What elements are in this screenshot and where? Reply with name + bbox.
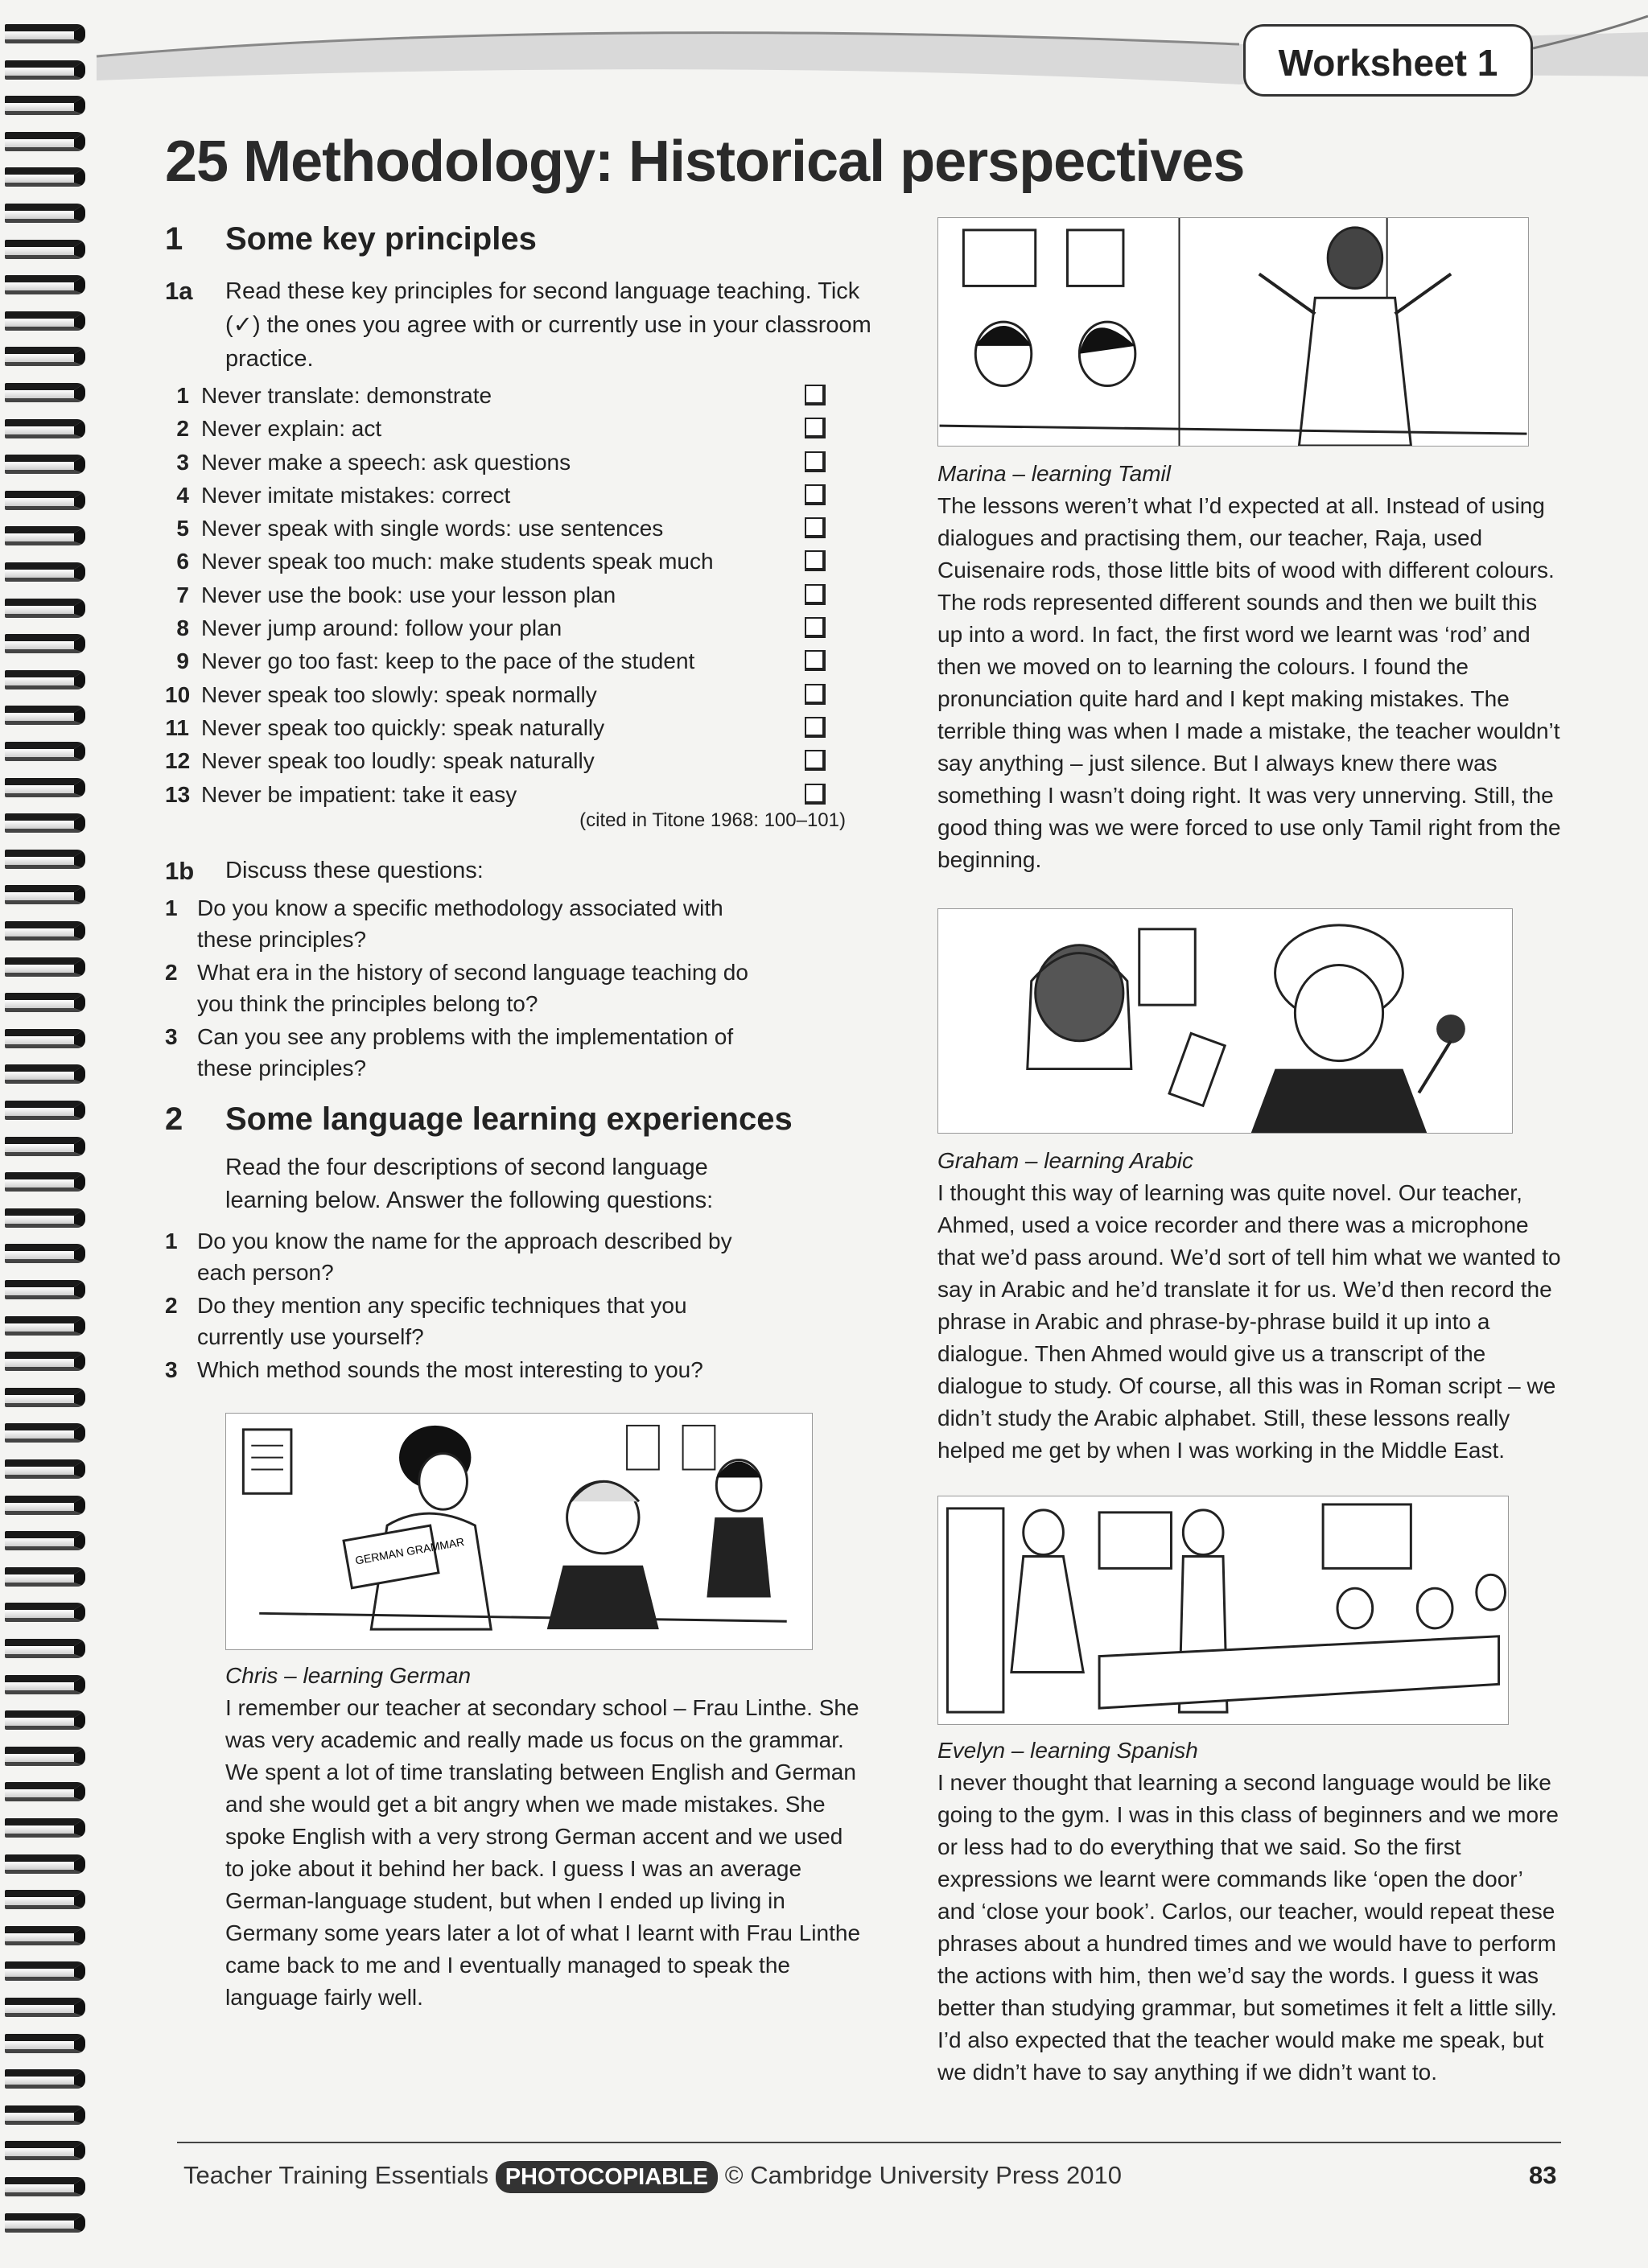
question-text: Can you see any problems with the implementation of these principles? xyxy=(197,1023,734,1080)
discussion-questions xyxy=(165,892,760,1084)
question-text: Do you know a specific methodology associated with these principles? xyxy=(197,895,723,952)
spiral-ring xyxy=(5,742,85,761)
principle-text: Never speak too much: make students speak much xyxy=(201,549,714,574)
spiral-ring xyxy=(5,1890,85,1909)
principle-text: Never go too fast: keep to the pace of the student xyxy=(201,648,695,674)
spiral-ring xyxy=(5,778,85,797)
spiral-ring xyxy=(5,1675,85,1694)
spiral-ring xyxy=(5,885,85,904)
principle-item xyxy=(165,711,873,744)
caption: Marina – learning Tamil xyxy=(937,461,1171,486)
spiral-ring xyxy=(5,850,85,869)
experience-evelyn xyxy=(937,1735,1565,2089)
question-number: 2 xyxy=(165,959,178,985)
exercise-instruction: Discuss these questions: xyxy=(225,857,484,883)
spiral-ring xyxy=(5,1459,85,1479)
illustration-graham xyxy=(937,908,1513,1134)
question-item xyxy=(165,892,760,955)
spiral-ring xyxy=(5,562,85,582)
question-text: What era in the history of second language teaching do you think the principles belong to? xyxy=(197,959,748,1016)
question-number: 3 xyxy=(165,1023,178,1049)
exercise-label: 1a xyxy=(165,277,193,305)
tick-checkbox[interactable] xyxy=(805,517,826,538)
copyright: © Cambridge University Press 2010 xyxy=(724,2161,1122,2190)
question-number: 2 xyxy=(165,1292,178,1318)
section-1-heading xyxy=(165,221,873,266)
spiral-ring xyxy=(5,2177,85,2196)
tick-checkbox[interactable] xyxy=(805,617,826,638)
principle-item xyxy=(165,545,873,578)
spiral-ring xyxy=(5,1244,85,1263)
spiral-ring xyxy=(5,957,85,977)
principle-number: 13 xyxy=(165,781,191,807)
question-item xyxy=(165,1290,777,1352)
spiral-ring xyxy=(5,275,85,294)
body: The lessons weren’t what I’d expected at all. Instead of using dialogues and practising them, our teacher, Raja, used Cuisenaire rods, those little bits of wood with different colours. The rods represented different sounds and then we built this up into a word. In fact, the first word we learnt was ‘rod’ and then we moved on to learning the colours. I found the pronunciation quite hard and I kept making mistakes. The terrible thing was when I made a mistake, the teacher wouldn’t say anything – just silence. But I always knew there was something I wasn’t doing right. It was very unnerving. Still, the good thing was we were forced to use only Tamil right from the beginning. xyxy=(937,493,1561,872)
section-2-instruction: Read the four descriptions of second language learning below. Answer the following questions: xyxy=(225,1154,714,1213)
tick-checkbox[interactable] xyxy=(805,451,826,472)
question-item xyxy=(165,1021,760,1084)
principle-number: 10 xyxy=(165,681,191,707)
question-number: 3 xyxy=(165,1356,178,1382)
question-item xyxy=(165,957,760,1019)
spiral-ring xyxy=(5,634,85,653)
principle-text: Never jump around: follow your plan xyxy=(201,615,562,641)
principle-item xyxy=(165,678,873,711)
principle-number: 12 xyxy=(165,748,191,774)
principle-number: 9 xyxy=(176,648,189,674)
section-number: 1 xyxy=(165,221,183,257)
section-number: 2 xyxy=(165,1101,183,1137)
spiral-ring xyxy=(5,1029,85,1048)
experience-graham xyxy=(937,1145,1565,1467)
tick-checkbox[interactable] xyxy=(805,684,826,705)
principle-text: Never explain: act xyxy=(201,416,382,442)
worksheet-tab: Worksheet 1 xyxy=(1243,24,1533,97)
illustration-chris xyxy=(225,1413,813,1650)
spiral-ring xyxy=(5,491,85,510)
principle-item xyxy=(165,479,873,512)
exercise-instruction: Read these key principles for second language teaching. Tick (✓) the ones you agree with or currently use in your classroom practice. xyxy=(225,278,871,372)
principle-number: 11 xyxy=(165,714,189,740)
spiral-ring xyxy=(5,921,85,941)
principle-text: Never make a speech: ask questions xyxy=(201,449,571,475)
book-label: GERMAN GRAMMAR xyxy=(354,1534,466,1567)
spiral-ring xyxy=(5,1531,85,1550)
spiral-ring xyxy=(5,1747,85,1766)
spiral-ring xyxy=(5,670,85,689)
spiral-ring xyxy=(5,1961,85,1981)
spiral-ring xyxy=(5,1710,85,1730)
spiral-ring xyxy=(5,1388,85,1407)
left-column xyxy=(165,221,873,2014)
spiral-ring xyxy=(5,1496,85,1515)
spiral-ring xyxy=(5,993,85,1012)
spiral-ring xyxy=(5,1998,85,2017)
tick-checkbox[interactable] xyxy=(805,784,826,805)
spiral-ring xyxy=(5,240,85,259)
experience-marina xyxy=(937,458,1565,876)
principle-item xyxy=(165,379,873,412)
spiral-ring xyxy=(5,204,85,223)
spiral-ring xyxy=(5,1101,85,1120)
principle-text: Never translate: demonstrate xyxy=(201,383,492,408)
principles-list xyxy=(165,379,873,811)
spiral-ring xyxy=(5,1316,85,1336)
spiral-ring xyxy=(5,1064,85,1084)
spiral-ring xyxy=(5,1172,85,1192)
question-number: 1 xyxy=(165,1228,178,1253)
principle-number: 2 xyxy=(176,416,189,442)
spiral-ring xyxy=(5,706,85,725)
spiral-ring xyxy=(5,1352,85,1371)
spiral-ring xyxy=(5,2213,85,2233)
question-text: Do they mention any specific techniques that you currently use yourself? xyxy=(197,1292,687,1349)
tick-checkbox[interactable] xyxy=(805,418,826,438)
principle-item xyxy=(165,611,873,644)
exercise-1a xyxy=(165,274,873,376)
principle-number: 6 xyxy=(176,549,189,574)
principle-item xyxy=(165,446,873,479)
spiral-ring xyxy=(5,813,85,833)
principle-item xyxy=(165,512,873,545)
spiral-ring xyxy=(5,347,85,366)
spiral-ring xyxy=(5,2069,85,2089)
body: I thought this way of learning was quite novel. Our teacher, Ahmed, used a voice recorder and there was a microphone that we’d pass around. We’d sort of tell him what we wanted to say in Arabic and he’d translate it for us. We’d then record the phrase in Arabic and phrase-by-phrase build it up into a dialogue. Then Ahmed would give us a transcript of the dialogue to study. Of course, all this was in Roman script – we didn’t study the Arabic alphabet. Still, these lessons really helped me get by when I was working in the Middle East. xyxy=(937,1180,1561,1463)
spiral-ring xyxy=(5,167,85,187)
spiral-ring xyxy=(5,526,85,545)
illustration-evelyn xyxy=(937,1496,1509,1725)
principle-number: 1 xyxy=(176,383,189,408)
question-item xyxy=(165,1354,777,1385)
spiral-ring xyxy=(5,599,85,618)
body: I never thought that learning a second language would be like going to the gym. I was in this class of beginners and we more or less had to do everything that we said. So the first expressions we learnt were commands like ‘open the door’ and ‘close your book’. Carlos, our teacher, would repeat these phrases about a hundred times and we would have to perform the actions with him, then we’d say the words. I guess it was better than studying grammar, but sometimes it felt a little silly. I’d also expected that the teacher would make me speak, but we didn’t have to say anything if we didn’t want to. xyxy=(937,1770,1559,2085)
section-title: Some key principles xyxy=(225,221,537,257)
principle-text: Never speak with single words: use sentences xyxy=(201,516,664,541)
body: I remember our teacher at secondary school – Frau Linthe. She was very academic and really made us focus on the grammar. We spent a lot of time translating between English and German and she would get a bit angry when we made mistakes. She spoke English with a very strong German accent and we used to joke about it behind her back. I guess I was an average German-language student, but when I ended up living in Germany some years later a lot of what I learnt with Frau Linthe came back to me and I eventually managed to speak the language fairly well. xyxy=(225,1694,861,2010)
principle-item xyxy=(165,778,873,811)
photocopiable-badge: PHOTOCOPIABLE xyxy=(496,2161,718,2193)
illustration-marina xyxy=(937,217,1529,447)
question-number: 1 xyxy=(165,895,178,920)
principle-number: 7 xyxy=(176,582,189,607)
spiral-ring xyxy=(5,419,85,438)
spiral-ring xyxy=(5,1818,85,1838)
tick-checkbox[interactable] xyxy=(805,385,826,405)
principle-text: Never speak too slowly: speak normally xyxy=(201,681,597,707)
spiral-binding xyxy=(0,24,97,2261)
caption: Graham – learning Arabic xyxy=(937,1148,1194,1173)
exercise-1b xyxy=(165,854,873,887)
footer xyxy=(183,2161,1122,2193)
tick-checkbox[interactable] xyxy=(805,484,826,505)
caption: Evelyn – learning Spanish xyxy=(937,1738,1198,1763)
principle-item xyxy=(165,412,873,445)
spiral-ring xyxy=(5,1782,85,1801)
experience-chris xyxy=(225,1660,861,2014)
principle-text: Never imitate mistakes: correct xyxy=(201,482,511,508)
spiral-ring xyxy=(5,2105,85,2125)
reading-questions xyxy=(165,1225,777,1385)
caption: Chris – learning German xyxy=(225,1662,472,1688)
spiral-ring xyxy=(5,1926,85,1945)
page-number: 83 xyxy=(1529,2161,1557,2189)
principle-item xyxy=(165,644,873,677)
spiral-ring xyxy=(5,1639,85,1658)
question-item xyxy=(165,1225,777,1288)
spiral-ring xyxy=(5,311,85,331)
tick-checkbox[interactable] xyxy=(805,650,826,671)
question-text: Do you know the name for the approach described by each person? xyxy=(197,1228,732,1285)
tick-checkbox[interactable] xyxy=(805,750,826,771)
section-2-heading xyxy=(165,1101,873,1146)
spiral-ring xyxy=(5,1423,85,1443)
tick-checkbox[interactable] xyxy=(805,550,826,571)
principle-number: 8 xyxy=(176,615,189,641)
right-column xyxy=(937,217,1565,2089)
principle-text: Never use the book: use your lesson plan xyxy=(201,582,616,607)
principle-number: 4 xyxy=(176,482,189,508)
tick-checkbox[interactable] xyxy=(805,584,826,605)
principle-item xyxy=(165,578,873,611)
spiral-ring xyxy=(5,1208,85,1228)
footer-rule xyxy=(177,2142,1561,2143)
page-title: 25 Methodology: Historical perspectives xyxy=(165,130,1245,194)
tick-checkbox[interactable] xyxy=(805,717,826,738)
spiral-ring xyxy=(5,383,85,402)
section-title: Some language learning experiences xyxy=(225,1101,793,1137)
principle-item xyxy=(165,744,873,777)
spiral-ring xyxy=(5,1137,85,1156)
spiral-ring xyxy=(5,2034,85,2053)
principle-text: Never speak too loudly: speak naturally xyxy=(201,748,595,774)
spiral-ring xyxy=(5,1603,85,1622)
principle-text: Never speak too quickly: speak naturally xyxy=(201,714,605,740)
principle-text: Never be impatient: take it easy xyxy=(201,781,517,807)
exercise-label: 1b xyxy=(165,856,195,885)
citation: (cited in Titone 1968: 100–101) xyxy=(579,809,846,831)
spiral-ring xyxy=(5,1280,85,1299)
principle-number: 5 xyxy=(176,516,189,541)
spiral-ring xyxy=(5,1854,85,1874)
question-text: Which method sounds the most interesting to you? xyxy=(197,1356,703,1382)
spiral-ring xyxy=(5,1567,85,1587)
principle-number: 3 xyxy=(176,449,189,475)
spiral-ring xyxy=(5,455,85,474)
publication-name: Teacher Training Essentials xyxy=(183,2161,489,2190)
spiral-ring xyxy=(5,2141,85,2160)
